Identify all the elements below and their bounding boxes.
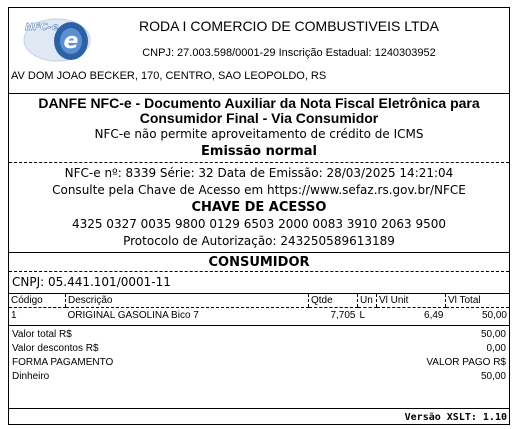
item-qty: 7,705 (330, 310, 356, 321)
nfce-number-line: NFC-e nº: 8339 Série: 32 Data de Emissão: 28/03/2025 14:21:04 (64, 166, 454, 180)
payment-method-row (9, 370, 509, 384)
payment-value: 50,00 (480, 371, 506, 382)
consumer-cnpj: CNPJ: 05.441.101/0001-11 (12, 275, 171, 289)
col-code: Código (9, 294, 66, 308)
col-unit-price: Vl Unit (377, 294, 446, 308)
access-key: 4325 0327 0035 9800 0129 6503 2000 0083 3910 2063 9500 (71, 217, 447, 231)
consult-line: Consulte pela Chave de Acesso em https://www.sefaz.rs.gov.br/NFCE (52, 183, 466, 197)
emission-type: Emissão normal (201, 144, 317, 159)
items-table (9, 294, 509, 323)
payment-label: FORMA PAGAMENTO (12, 357, 114, 368)
discount-row (9, 342, 509, 356)
total-row (9, 326, 509, 342)
icms-notice: NFC-e não permite aproveitamento de crédito de ICMS (94, 127, 424, 141)
nfce-logo (21, 14, 91, 64)
col-total: Vl Total (446, 294, 510, 308)
receipt-header (9, 8, 509, 93)
company-ids: CNPJ: 27.003.598/0001-29 Inscrição Estadual: 1240303952 (142, 47, 436, 59)
xslt-version: Versão XSLT: 1.10 (404, 412, 507, 423)
company-address: AV DOM JOAO BECKER, 170, CENTRO, SAO LEOPOLDO, RS (11, 70, 327, 82)
access-key-title: CHAVE DE ACESSO (191, 200, 327, 215)
logo-text: NFC-e (25, 22, 59, 33)
col-qty: Qtde (309, 294, 358, 308)
item-code: 1 (11, 310, 17, 321)
col-description: Descrição (66, 294, 309, 308)
item-description: ORIGINAL GASOLINA Bico 7 (67, 310, 199, 321)
danfe-title: DANFE NFC-e - Documento Auxiliar da Nota Fiscal Eletrônica para Consumidor Final - Via Consumidor (38, 95, 480, 126)
item-total: 50,00 (481, 310, 507, 321)
total-label: Valor total R$ (12, 329, 72, 340)
company-name: RODA I COMERCIO DE COMBUSTIVEIS LTDA (138, 18, 439, 34)
divider (9, 408, 509, 409)
authorization-protocol: Protocolo de Autorização: 243250589613189 (123, 234, 395, 248)
total-value: 50,00 (480, 329, 506, 340)
table-row (9, 308, 509, 324)
items-header-row (9, 294, 509, 308)
payment-method: Dinheiro (12, 371, 50, 382)
consumer-title: CONSUMIDOR (208, 255, 310, 270)
col-unit: Un (358, 294, 377, 308)
payment-header-row (9, 356, 509, 370)
svg-text:e: e (63, 29, 79, 54)
paid-label: VALOR PAGO R$ (426, 357, 506, 368)
discount-value: 0,00 (486, 343, 506, 354)
discount-label: Valor descontos R$ (12, 343, 99, 354)
nfce-receipt (8, 7, 510, 425)
item-unit: L (359, 310, 366, 321)
item-unit-price: 6,49 (424, 310, 444, 321)
